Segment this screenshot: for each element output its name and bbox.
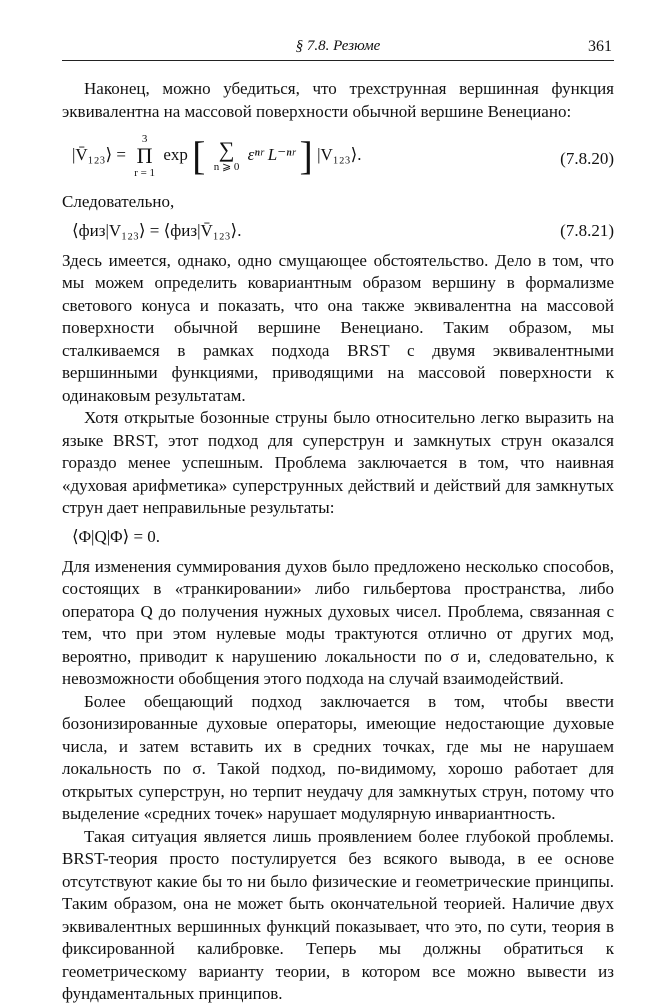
paragraph-3: Здесь имеется, однако, одно смущающее обстоятельство. Дело в том, что мы можем определить ковариантным образом вершину в формализме светового конуса и показать, что она также эквивалентна на массовой поверхности обычной вершине Венециано. Таким образом, мы сталкиваемся в рамках подхода BRST с двумя эквивалентными вершинными функциями, приводящими на массовой поверхности к одинаковым результатам. [62,250,614,405]
product-lower-limit: r = 1 [134,167,156,179]
equation-body [72,133,361,179]
equation-number: (7.8.21) [560,220,614,240]
right-bracket: ] [299,133,313,178]
product-symbol: Π [136,143,153,168]
exp-function: exp [163,144,188,164]
section-title: § 7.8. Резюме [295,38,381,54]
sum-term: εⁿʳ L⁻ⁿʳ [247,144,296,164]
paragraph-5: Для изменения суммирования духов было предложено несколько способов, состоящих в «транкировании» либо гильбертова пространства, либо оператора Q до получения нужных духовых чисел. Проблема, связанная с тем, что при этом нулевые моды трактуются отлично от других мод, вероятно, приводит к нарушению локальности по σ и, следовательно, к невозможности обобщения этого подхода на случай взаимодействий. [62,556,614,688]
paragraph-1: Наконец, можно убедиться, что трехструнная вершинная функция эквивалентна на массовой поверхности обычной вершине Венециано: [62,79,614,121]
paragraph-4: Хотя открытые бозонные струны было относительно легко выразить на языке BRST, этот подход для суперструн и замкнутых струн оказался гораздо менее успешным. Проблема заключается в том, что наивная «духовая арифметика» суперструнных действий и действий для замкнутых струн дает неправильные результаты: [62,408,614,517]
equation-ghost-arithmetic [62,524,614,552]
left-bracket: [ [192,133,206,178]
page-number: 361 [588,38,612,55]
equation-7-8-21 [62,218,614,246]
product-operator [134,133,155,179]
running-header [62,30,614,61]
paragraph-7: Такая ситуация является лишь проявлением более глубокой проблемы. BRST-теория просто постулируется без всякого вывода, в ее основе отсутствуют какие бы то ни было физические и геометрические принципы. Таким образом, она не может быть окончательной теорией. Наличие двух эквивалентных вершинных функций показывает, что это, по сути, теория в фиксированной калибровке. Теперь мы должны обратиться к геометрическому варианту теории, в котором все можно вывести из фундаментальных принципов. [62,826,614,1003]
sum-symbol: ∑ [218,137,235,162]
paragraph-2: Следовательно, [62,192,175,211]
equation-7-8-20 [62,127,614,189]
equation-body: ⟨физ|V₁₂₃⟩ = ⟨физ|V̄₁₂₃⟩. [72,220,242,240]
page-body [62,78,614,1006]
equation-number: (7.8.20) [560,149,614,168]
sum-operator [214,139,240,173]
equation-body: ⟨Φ|Q|Φ⟩ = 0. [72,526,161,546]
product-upper-limit: 3 [141,133,148,145]
paragraph-6: Более обещающий подход заключается в том, чтобы ввести бозонизированные духовые операторы, имеющие недостающие духовые числа, и затем вставить их в средних точках, где мы не нарушаем локальность по σ. Такой подход, по-видимому, хорошо работает для открытых суперструн, но терпит неудачу для замкнутых струн, потому что выделение «средних точек» нарушает модулярную инвариантность. [62,691,614,823]
equation-lhs: |V̄₁₂₃⟩ = [72,144,126,164]
equation-rhs: |V₁₂₃⟩. [317,144,362,164]
sum-lower-limit: n ⩾ 0 [213,161,240,173]
